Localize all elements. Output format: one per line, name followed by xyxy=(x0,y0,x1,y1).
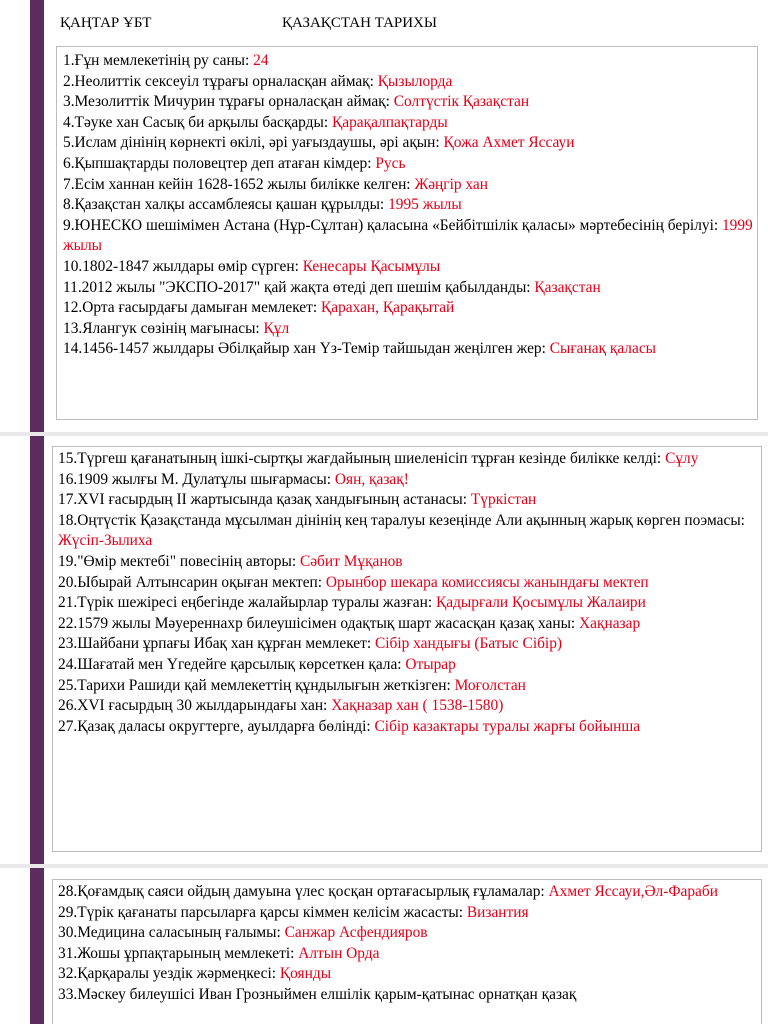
answer-text: Ахмет Яссауи,Әл-Фараби xyxy=(548,883,718,900)
answer-text: Солтүстік Қазақстан xyxy=(393,93,530,111)
answer-text: Қадырғали Қосымұлы Жалаири xyxy=(435,594,646,612)
question-item xyxy=(63,339,757,360)
question-text: 23.Шайбани ұрпағы Ибақ хан құрған мемлекет: xyxy=(58,635,375,653)
question-text: 33.Мәскеу билеушісі Иван Грозныймен елшілік қарым-қатынас орнатқан қазақ xyxy=(58,985,577,1003)
page-stripe xyxy=(30,868,44,1024)
question-item xyxy=(58,985,761,1006)
answer-text: Түркістан xyxy=(470,491,537,509)
question-item xyxy=(63,72,757,93)
exam-title: ҚАҢТАР ҰБТ xyxy=(60,15,152,31)
question-text: 3.Мезолиттік Мичурин тұрағы орналасқан аймақ: xyxy=(63,93,394,111)
question-item xyxy=(58,552,761,573)
answer-text: Қазақстан xyxy=(534,278,601,296)
questions-list-1 xyxy=(63,51,757,360)
question-item xyxy=(63,319,757,340)
question-item xyxy=(58,490,761,511)
page-stripe xyxy=(30,0,44,432)
question-item xyxy=(58,944,761,965)
question-text: 12.Орта ғасырдағы дамыған мемлекет: xyxy=(63,299,321,317)
question-text: 4.Тәуке хан Сасық би арқылы басқарды: xyxy=(63,113,332,131)
answer-text: Қарахан, Қарақытай xyxy=(320,299,455,317)
question-text: 11.2012 жылы "ЭКСПО-2017" қай жақта өтеді деп шешім қабылданды: xyxy=(63,278,535,296)
question-text: 24.Шағатай мен Үгедейге қарсылық көрсеткен қала: xyxy=(58,655,406,673)
question-item xyxy=(63,278,757,299)
question-text: 29.Түрік қағанаты парсыларға қарсы кіммен келісім жасасты: xyxy=(58,903,467,921)
page-3 xyxy=(0,868,768,1024)
questions-box-2 xyxy=(52,446,762,852)
answer-text: Құл xyxy=(263,319,290,337)
answer-text: Қызылорда xyxy=(377,72,453,90)
question-text: 14.1456-1457 жылдары Әбілқайыр хан Үз-Темір тайшыдан жеңілген жер: xyxy=(63,340,550,358)
question-item xyxy=(58,614,761,635)
question-text: 16.1909 жылғы М. Дулатұлы шығармасы: xyxy=(58,470,335,488)
question-item xyxy=(63,298,757,319)
question-item xyxy=(58,923,761,944)
answer-text: Сәбит Мұқанов xyxy=(299,552,403,570)
question-item xyxy=(58,593,761,614)
answer-text: Сұлу xyxy=(665,450,699,467)
question-item xyxy=(58,964,761,985)
answer-text: 1999 жылы xyxy=(63,216,753,255)
question-item xyxy=(58,511,761,552)
answer-text: 1995 жылы xyxy=(388,196,462,214)
question-text: 27.Қазақ даласы округтерге, ауылдарға бөлінді: xyxy=(58,717,375,735)
question-text: 19."Өмір мектебі" повесінің авторы: xyxy=(58,552,300,570)
question-item xyxy=(63,154,757,175)
answer-text: Жәңгір хан xyxy=(414,175,488,193)
question-item xyxy=(58,470,761,491)
question-text: 25.Тарихи Рашиди қай мемлекеттің құндылығын жеткізген: xyxy=(58,676,455,694)
answer-text: Византия xyxy=(466,903,529,921)
subject-title: ҚАЗАҚСТАН ТАРИХЫ xyxy=(282,15,437,31)
question-text: 22.1579 жылы Мәуереннахр билеушісімен одақтық шарт жасасқан қазақ ханы: xyxy=(58,614,580,632)
question-text: 26.XVI ғасырдың 30 жылдарындағы хан: xyxy=(58,697,332,715)
answer-text: Жүсіп-Зылиха xyxy=(58,532,153,550)
question-item xyxy=(58,634,761,655)
answer-text: Сығанақ қаласы xyxy=(549,340,656,358)
question-text: 13.Ялангук сөзінің мағынасы: xyxy=(63,319,264,337)
question-item xyxy=(58,655,761,676)
question-item xyxy=(63,92,757,113)
question-text: 7.Есім ханнан кейін 1628-1652 жылы билікке келген: xyxy=(63,175,415,193)
answer-text: Кенесары Қасымұлы xyxy=(302,257,441,275)
question-text: 31.Жошы ұрпақтарының мемлекеті: xyxy=(58,944,299,962)
question-text: 8.Қазақстан халқы ассамблеясы қашан құрылды: xyxy=(63,196,389,214)
questions-list-3 xyxy=(58,882,761,1006)
question-item xyxy=(58,882,761,903)
answer-text: Отырар xyxy=(405,655,456,673)
question-item xyxy=(58,449,761,470)
question-text: 21.Түрік шежіресі еңбегінде жалайырлар туралы жазған: xyxy=(58,594,436,612)
answer-text: Қарақалпақтарды xyxy=(331,113,448,131)
question-item xyxy=(58,903,761,924)
question-text: 1.Ғұн мемлекетінің ру саны: xyxy=(63,52,254,69)
answer-text: Орынбор шекара комиссиясы жанындағы мектеп xyxy=(325,573,649,591)
answer-text: 24 xyxy=(253,52,269,69)
question-text: 32.Қарқаралы уездік жәрмеңкесі: xyxy=(58,965,280,983)
question-item xyxy=(58,696,761,717)
question-text: 2.Неолиттік сексеуіл тұрағы орналасқан аймақ: xyxy=(63,72,378,90)
question-text: 5.Ислам дінінің көрнекті өкілі, әрі уағыздаушы, әрі ақын: xyxy=(63,134,444,152)
question-text: 15.Түргеш қағанатының ішкі-сыртқы жағдайының шиеленісіп тұрған кезінде билікке келді: xyxy=(58,450,666,467)
question-text: 17.XVI ғасырдың ІІ жартысында қазақ хандығының астанасы: xyxy=(58,491,471,509)
page-header xyxy=(60,15,437,32)
question-item xyxy=(58,717,761,738)
answer-text: Қожа Ахмет Яссауи xyxy=(443,134,575,152)
question-text: 30.Медицина саласының ғалымы: xyxy=(58,924,285,942)
answer-text: Русь xyxy=(375,154,406,172)
page-2 xyxy=(0,436,768,864)
answer-text: Сібір казактары туралы жарғы бойынша xyxy=(374,717,641,735)
question-item xyxy=(63,175,757,196)
page-stripe xyxy=(30,436,44,864)
question-item xyxy=(63,195,757,216)
question-text: 9.ЮНЕСКО шешімімен Астана (Нұр-Сұлтан) қаласына «Бейбітшілік қаласы» мәртебесінің берілуі: xyxy=(63,216,722,234)
question-item xyxy=(63,51,757,72)
answer-text: Оян, қазақ! xyxy=(334,470,409,488)
answer-text: Хақназар хан ( 1538-1580) xyxy=(331,697,504,715)
question-item xyxy=(58,676,761,697)
question-text: 28.Қоғамдық саяси ойдың дамуына үлес қосқан ортағасырлық ғұламалар: xyxy=(58,883,549,900)
answer-text: Хақназар xyxy=(579,614,641,632)
question-item xyxy=(63,113,757,134)
questions-box-3 xyxy=(52,879,762,1024)
page-1 xyxy=(0,0,768,432)
question-text: 18.Оңтүстік Қазақстанда мұсылман дінінің кең таралуы кезеңінде Али ақынның жарық көрген поэмасы: xyxy=(58,511,745,529)
question-item xyxy=(63,216,757,257)
answer-text: Алтын Орда xyxy=(298,944,380,962)
answer-text: Санжар Асфендияров xyxy=(284,924,428,942)
question-text: 10.1802-1847 жылдары өмір сүрген: xyxy=(63,257,303,275)
questions-box-1 xyxy=(56,46,758,420)
question-text: 20.Ыбырай Алтынсарин оқыған мектеп: xyxy=(58,573,326,591)
answer-text: Қоянды xyxy=(279,965,332,983)
question-item xyxy=(58,573,761,594)
question-item xyxy=(63,257,757,278)
questions-list-2 xyxy=(58,449,761,737)
question-item xyxy=(63,133,757,154)
question-text: 6.Қыпшақтарды половецтер деп атаған кімдер: xyxy=(63,154,376,172)
answer-text: Сібір хандығы (Батыс Сібір) xyxy=(374,635,563,653)
answer-text: Моғолстан xyxy=(454,676,526,694)
